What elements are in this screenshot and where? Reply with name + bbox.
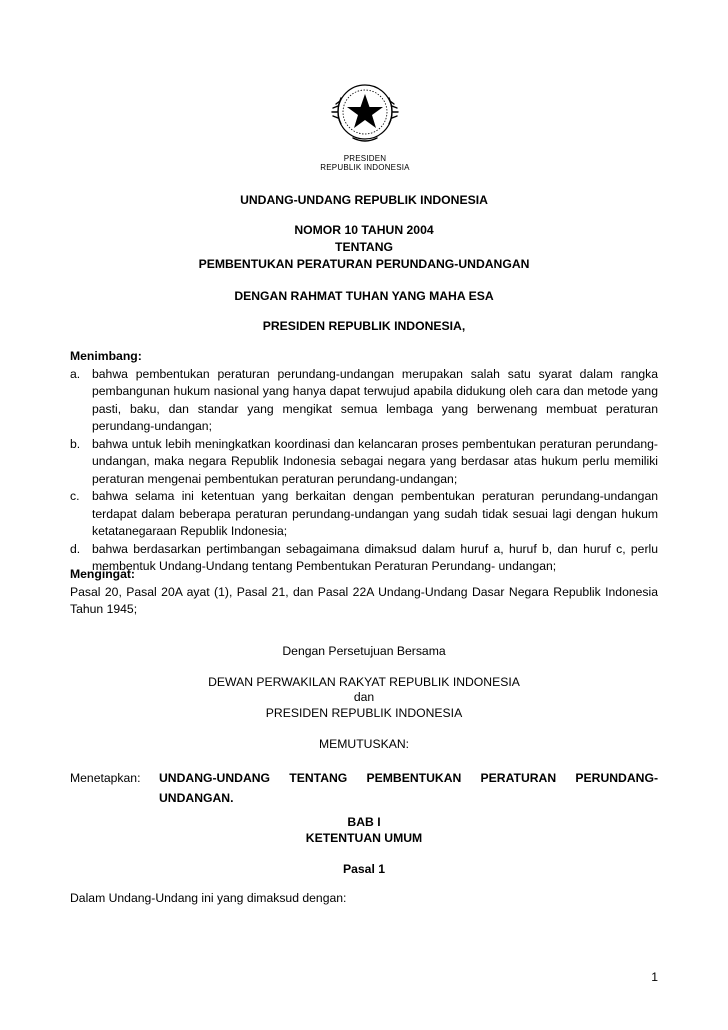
item-text: bahwa selama ini ketentuan yang berkaitan dengan pembentukan peraturan perundang-undangan terdapat dalam beberapa peraturan perundang-undangan yang sudah tidak sesuai lagi dengan hukum ketatanegaraan Republik Indonesia; bbox=[92, 489, 658, 538]
mengingat-label: Mengingat: bbox=[70, 567, 135, 581]
emblem-caption-line2: REPUBLIK INDONESIA bbox=[320, 163, 410, 172]
item-marker: c. bbox=[70, 489, 80, 503]
menetapkan-label: Menetapkan: bbox=[70, 771, 141, 785]
menimbang-item-b bbox=[70, 436, 658, 489]
bab-title: KETENTUAN UMUM bbox=[305, 831, 423, 845]
persetujuan-intro: Dengan Persetujuan Bersama bbox=[282, 644, 446, 658]
document-about: TENTANG bbox=[335, 240, 393, 254]
document-number: NOMOR 10 TAHUN 2004 bbox=[294, 223, 434, 237]
page-number: 1 bbox=[651, 970, 658, 984]
mengingat-text: Pasal 20, Pasal 20A ayat (1), Pasal 21, dan Pasal 22A Undang-Undang Dasar Negara Republik Indonesia Tahun 1945; bbox=[70, 584, 658, 616]
bab-number: BAB I bbox=[347, 815, 381, 829]
menimbang-label: Menimbang: bbox=[70, 349, 142, 363]
persetujuan-party1: DEWAN PERWAKILAN RAKYAT REPUBLIK INDONESIA bbox=[208, 675, 520, 689]
item-text: bahwa berdasarkan pertimbangan sebagaimana dimaksud dalam huruf a, huruf b, dan huruf c, perlu membentuk Undang-Undang tentang Pembentukan Peraturan Perundang- undangan; bbox=[92, 541, 658, 573]
invocation: DENGAN RAHMAT TUHAN YANG MAHA ESA bbox=[234, 289, 494, 303]
menetapkan-section bbox=[70, 768, 658, 808]
item-marker: b. bbox=[70, 436, 81, 451]
menimbang-section bbox=[70, 348, 658, 576]
item-marker: a. bbox=[70, 366, 81, 381]
persetujuan-conj: dan bbox=[353, 690, 375, 704]
definitions-intro: Dalam Undang-Undang ini yang dimaksud dengan: bbox=[70, 891, 347, 905]
menetapkan-text: UNDANG-UNDANG TENTANG PEMBENTUKAN PERATURAN PERUNDANG-UNDANGAN. bbox=[159, 771, 658, 805]
persetujuan-party2: PRESIDEN REPUBLIK INDONESIA bbox=[265, 706, 463, 720]
memutuskan-heading: MEMUTUSKAN: bbox=[318, 737, 410, 751]
item-marker: d. bbox=[70, 541, 81, 556]
president-heading: PRESIDEN REPUBLIK INDONESIA, bbox=[262, 319, 466, 333]
document-subject: PEMBENTUKAN PERATURAN PERUNDANG-UNDANGAN bbox=[198, 257, 530, 271]
item-text: bahwa untuk lebih meningkatkan koordinasi dan kelancaran proses pembentukan peraturan perundang-undangan, maka negara Republik Indonesia sebagai negara yang berdasar atas hukum perlu memiliki peraturan mengenai pembentukan peraturan perundang-undangan; bbox=[92, 436, 658, 486]
document-title: UNDANG-UNDANG REPUBLIK INDONESIA bbox=[240, 193, 488, 207]
menimbang-item-a bbox=[70, 366, 658, 436]
pasal-heading: Pasal 1 bbox=[342, 862, 385, 876]
item-text: bahwa pembentukan peraturan perundang-undangan merupakan salah satu syarat dalam rangka pembangunan hukum nasional yang hanya dapat terwujud apabila didukung oleh cara dan metode yang pasti, baku, dan standar yang mengikat semua lembaga yang berwenang membuat peraturan perundang-undangan; bbox=[92, 366, 658, 433]
menimbang-item-c bbox=[70, 488, 658, 541]
emblem-caption bbox=[300, 154, 430, 172]
mengingat-section bbox=[70, 566, 658, 619]
emblem-caption-line1: PRESIDEN bbox=[343, 154, 387, 163]
